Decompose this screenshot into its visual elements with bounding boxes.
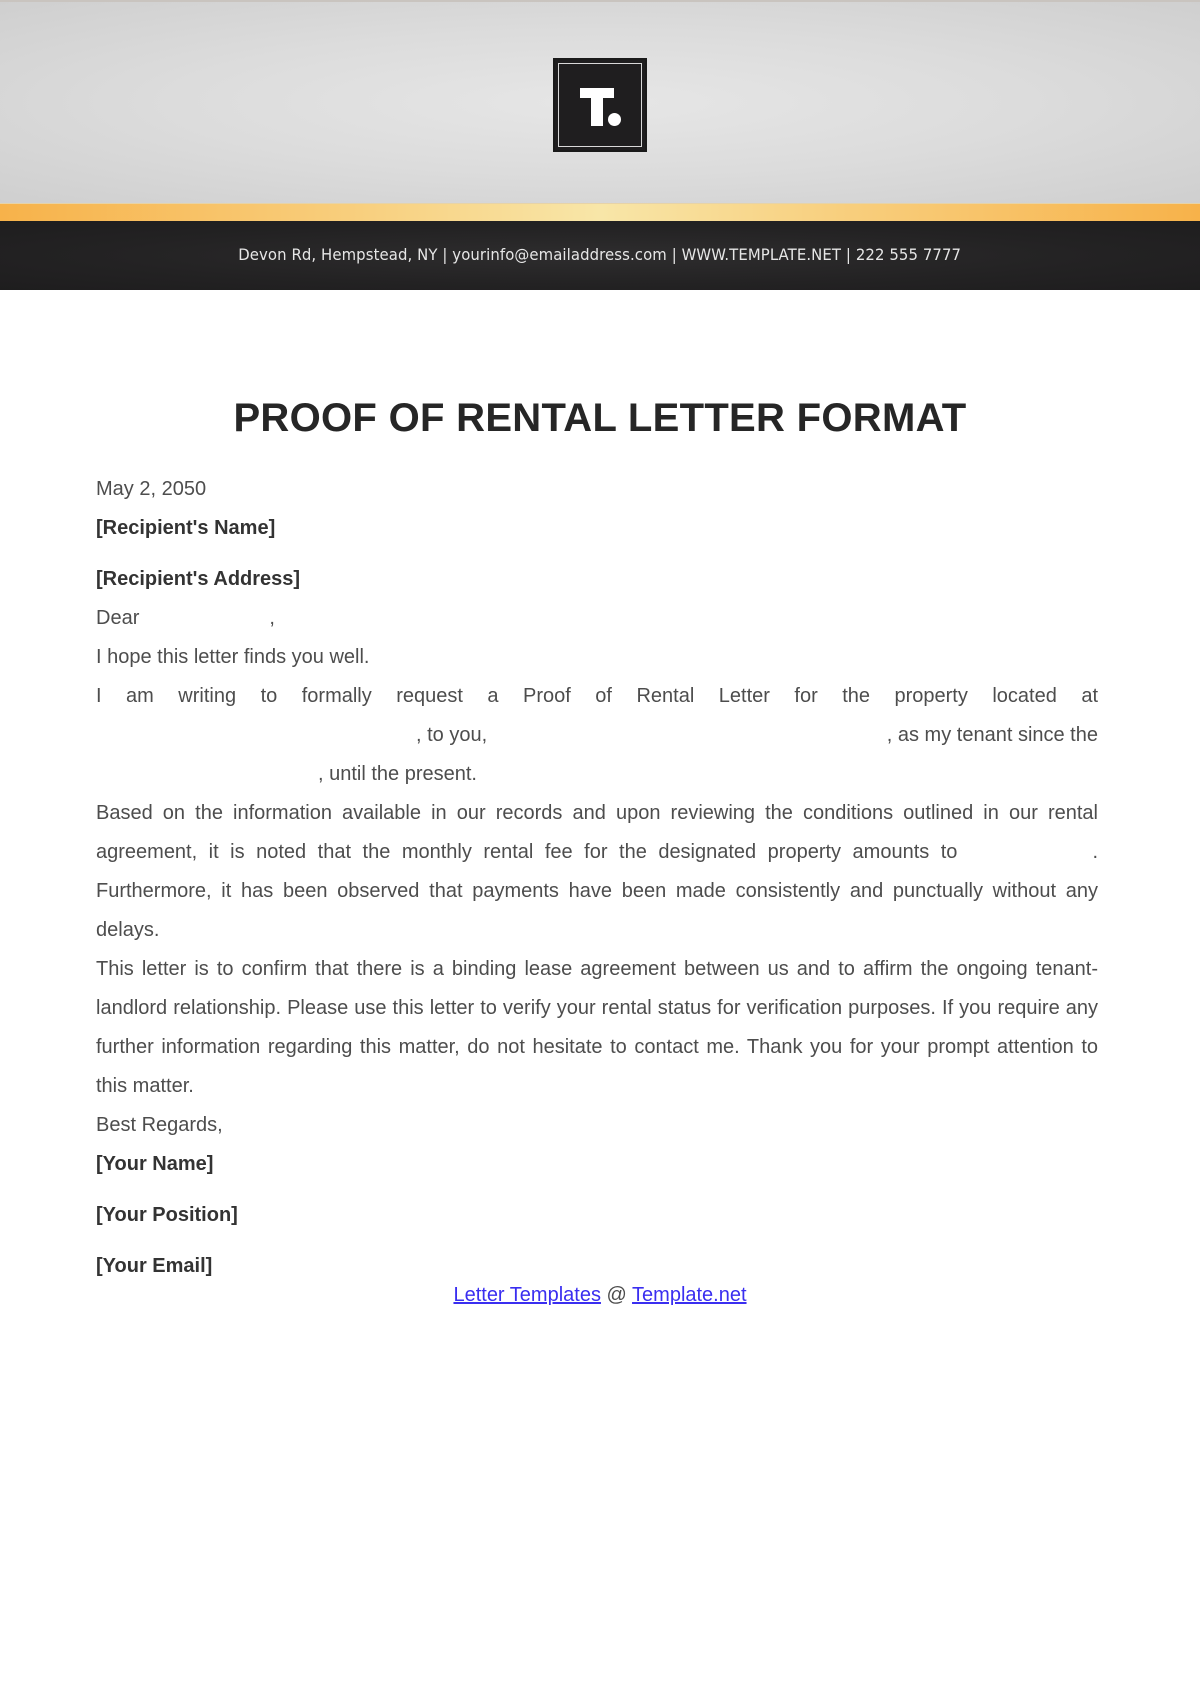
paragraph-confirmation: This letter is to confirm that there is a binding lease agreement between us and to affirm the ongoing tenant-landlord relationship. Please use this letter to verify your rental status for verification purposes. If you require any further information regarding this matter, do not hesitate to contact me. Thank you for your prompt attention to this matter. xyxy=(96,958,1098,1097)
paragraph-request xyxy=(96,677,1098,794)
para2-text2: . Furthermore, it has been observed that payments have been made consistently and punctually without any delays. xyxy=(96,841,1098,941)
recipient-address: [Recipient's Address] xyxy=(96,568,301,590)
footer-links xyxy=(0,1284,1200,1307)
letter-date: May 2, 2050 xyxy=(96,478,207,500)
para1-line3 xyxy=(96,755,1098,794)
contact-info: Devon Rd, Hempstead, NY | yourinfo@emailaddress.com | WWW.TEMPLATE.NET | 222 555 7777 xyxy=(238,245,962,264)
seg-until: , until the present. xyxy=(318,763,477,785)
para1-line2-right xyxy=(557,716,1098,755)
salutation-comma: , xyxy=(269,607,275,629)
letterhead xyxy=(0,0,1200,290)
accent-stripe xyxy=(0,203,1200,221)
template-logo-icon xyxy=(553,58,647,152)
seg-to-you: , to you, xyxy=(416,724,488,746)
logo-t-stem xyxy=(591,88,603,126)
letter-templates-link[interactable]: Letter Templates xyxy=(453,1284,601,1306)
salutation: Dear xyxy=(96,607,140,629)
paragraph-rental-fee xyxy=(96,794,1098,950)
seg-tenant-since: , as my tenant since the xyxy=(886,724,1098,746)
contact-bar xyxy=(0,221,1200,290)
signature-name: [Your Name] xyxy=(96,1153,214,1175)
document-title: PROOF OF RENTAL LETTER FORMAT xyxy=(233,396,967,440)
para1-line2 xyxy=(96,716,1098,755)
recipient-name: [Recipient's Name] xyxy=(96,517,276,539)
salutation-line xyxy=(96,599,1098,638)
template-net-link[interactable]: Template.net xyxy=(632,1284,747,1306)
letter-body xyxy=(96,470,1098,1286)
closing: Best Regards, xyxy=(96,1114,223,1136)
para1-line1: I am writing to formally request a Proof of Rental Letter for the property located at xyxy=(96,685,1098,707)
letterhead-banner xyxy=(0,0,1200,203)
para2-text1: Based on the information available in our records and upon reviewing the conditions outlined in our rental agreement, it is noted that the monthly rental fee for the designated property amounts to xyxy=(96,802,1098,863)
signature-email: [Your Email] xyxy=(96,1255,213,1277)
at-separator: @ xyxy=(606,1284,627,1306)
para1-line2-left xyxy=(96,716,487,755)
signature-position: [Your Position] xyxy=(96,1204,238,1226)
opening-line: I hope this letter finds you well. xyxy=(96,646,370,668)
logo-dot xyxy=(608,113,621,126)
